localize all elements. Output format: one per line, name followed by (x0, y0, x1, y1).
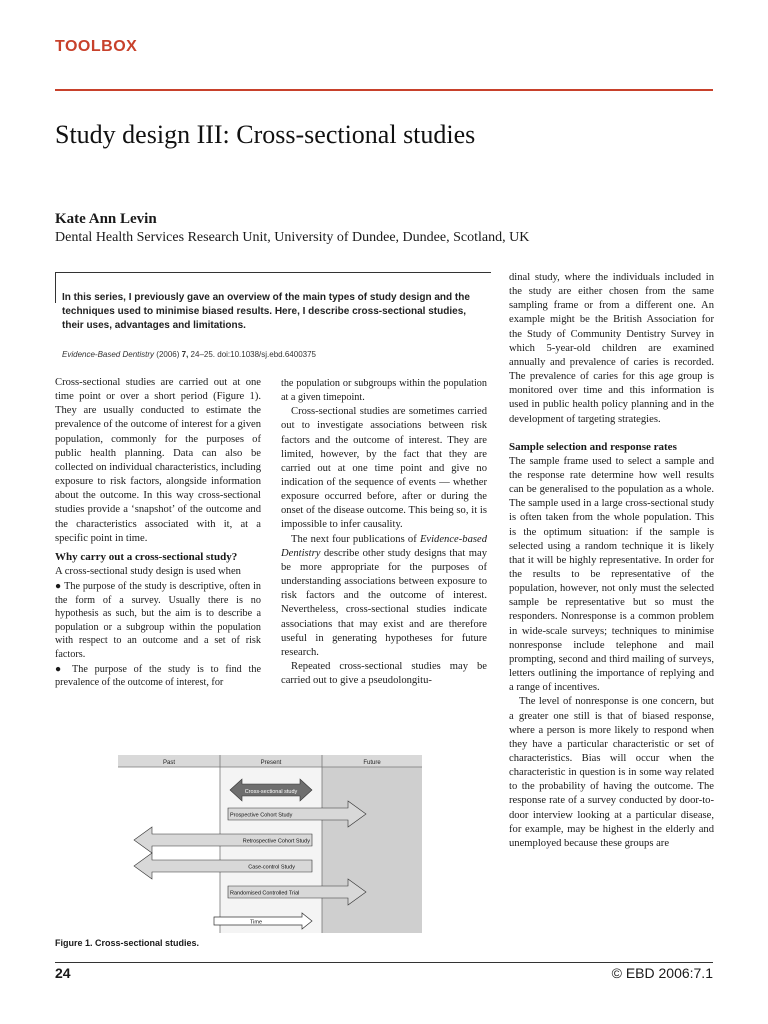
paragraph: The sample frame used to select a sample and the response rate determine how well results can be generalised to the population as a whole. The sample used in a large cross-sectional study is often taken from the whole population. This is the optimum situation: if the sample is selected using a random technique it is likely that it will be highly representative. In order for the results to be representative of the population, however, not only must the selected sample be representative but so must the responders. Nonresponse is a common problem in wide-scale surveys; techniques to minimise nonresponse include telephone and mail prompting, second and third mailing of surveys, letters outlining the importance of replying and a range of incentives. (509, 455, 714, 694)
section-label: TOOLBOX (55, 38, 138, 55)
header-rule (55, 89, 713, 91)
body-column-1 (55, 376, 261, 691)
author-name: Kate Ann Levin (55, 211, 157, 227)
article-title: Study design III: Cross-sectional studies (55, 120, 476, 149)
text-run: The next four publications of (291, 533, 420, 545)
present-header: Present (260, 760, 282, 766)
bullet-continuation: the population or subgroups within the population at a given timepoint. (281, 378, 487, 403)
time-label: Time (249, 919, 263, 926)
paragraph: The level of nonresponse is one concern, but a greater one still is that of biased response, where a person is more likely to respond when they have a particular characteristic or set of characteristics. Bias will occur when the characteristic in question is in some way related to the probability of having the outcome. The response rate of a survey conducted by door-to-door interview looking at a particular disease, for example, may be highest in the elderly and unemployed because these groups are (509, 696, 714, 849)
cross-sectional-label: Cross-sectional study (244, 789, 298, 795)
body-column-3 (509, 271, 714, 851)
case-control-label: Case-control Study (248, 864, 295, 871)
past-header: Past (162, 760, 176, 766)
figure-diagram (118, 755, 422, 933)
abstract-text: In this series, I previously gave an overview of the main types of study design and the techniques used to minimise biased results. Here, I describe cross-sectional studies, their uses, advantages and limitations. (62, 292, 470, 331)
paragraph (281, 533, 487, 660)
citation-volume: 7, (181, 350, 189, 359)
author-affiliation: Dental Health Services Research Unit, University of Dundee, Dundee, Scotland, UK (55, 230, 530, 245)
body-column-2 (281, 376, 487, 688)
journal-name: Evidence-based Dentistry (281, 533, 487, 559)
footer-rule (55, 962, 713, 963)
figure-study-timeline (118, 755, 422, 933)
text-run: describe other study designs that may be more appropriate for the purposes of understanding associations between exposure to risk factors and the outcome of interest. Nevertheless, cross-sectional studies indicate associations that may exist and are therefore useful in generating hypotheses for future research. (281, 547, 487, 658)
abstract-box (55, 272, 491, 371)
paragraph: dinal study, where the individuals included in the study are either chosen from the same sampling frame or from a different one. An example might be the British Association for the Study of Community Dentistry Survey in which 5-year-old children are examined annually and prevalence of caries is recorded. The prevalence of caries for this age group is monitored over time and this information is used in public health policy planning and in the development of targeting strategies. (509, 272, 714, 425)
journal-issue: © EBD 2006:7.1 (611, 965, 713, 981)
paragraph: A cross-sectional study design is used when (55, 565, 241, 577)
section-heading: Why carry out a cross-sectional study? (55, 550, 238, 563)
retrospective-label: Retrospective Cohort Study (242, 838, 310, 845)
future-header: Future (363, 760, 381, 766)
citation-pages-doi: 24–25. doi:10.1038/sj.ebd.6400375 (190, 350, 316, 359)
paragraph: Cross-sectional studies are sometimes carried out to investigate associations between risk factors and the outcome of interest. They are limited, however, by the fact that they are carried out at one time point and give no indication of the sequence of events — whether exposure occurred before, after or during the onset of the disease outcome. This being so, it is impossible to infer causality. (281, 406, 487, 531)
rct-label: Randomised Controlled Trial (230, 890, 300, 897)
bullet-item: ● The purpose of the study is to find the prevalence of the outcome of interest, for (55, 663, 261, 689)
future-panel (322, 755, 422, 933)
citation-year: (2006) (156, 350, 180, 359)
citation-journal: Evidence-Based Dentistry (62, 350, 155, 359)
figure-caption: Figure 1. Cross-sectional studies. (55, 938, 200, 948)
citation (62, 350, 316, 360)
page-number: 24 (55, 965, 71, 981)
paragraph: Repeated cross-sectional studies may be carried out to give a pseudolongitu- (281, 661, 487, 687)
prospective-label: Prospective Cohort Study (230, 812, 293, 819)
paragraph: Cross-sectional studies are carried out at one time point or over a short period (Figure 1). They are usually conducted to estimate the prevalence of the outcome of interest for a given population, commonly for the purposes of public health planning. Data can also be collected on individual characteristics, including exposure to risk factors, alongside information about the outcome. In this way cross-sectional studies provide a ‘snapshot’ of the outcome and the characteristics associated with it, at a specific point in time. (55, 377, 261, 544)
bullet-item: ● The purpose of the study is descriptive, often in the form of a survey. Usually there is no hypothesis as such, but the aim is to describe a population or a subgroup within the population with respect to an outcome and a set of risk factors. (55, 581, 261, 660)
section-heading: Sample selection and response rates (509, 440, 677, 453)
